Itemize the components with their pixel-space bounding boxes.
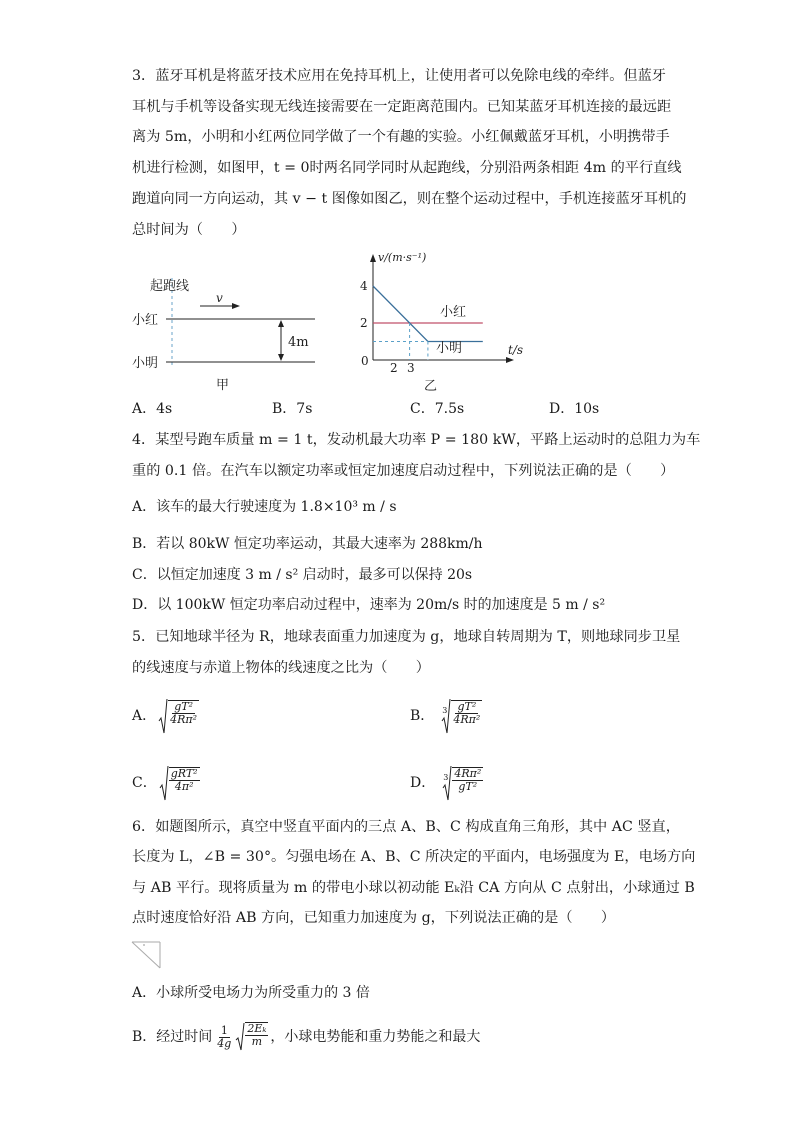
tick-x-2: 2 [390, 361, 398, 375]
sqrt-icon [159, 764, 169, 802]
fraction-denominator: m [251, 1035, 263, 1048]
tick-origin: 0 [361, 354, 369, 368]
root-index: 3 [442, 706, 448, 715]
series-ming-label: 小明 [436, 341, 463, 356]
tick-y-4: 4 [360, 279, 368, 293]
q3-option-d[interactable]: D．10s [549, 401, 600, 417]
y-axis-arrow-icon [370, 254, 376, 262]
series-line-1 [373, 286, 483, 342]
fraction-numerator: gT² [174, 700, 193, 713]
fraction-denominator: 4Rπ² [170, 713, 198, 726]
fraction-numerator: gRT² [170, 767, 198, 780]
tick-x-3: 3 [407, 361, 415, 375]
q6-line-4: 点时速度恰好沿 AB 方向，已知重力加速度为 g，下列说法正确的是（ ） [132, 910, 616, 926]
figure-yi [358, 248, 528, 396]
x-axis-label: t/s [508, 343, 524, 357]
fraction-numerator: 1 [220, 1023, 228, 1037]
sqrt-icon [442, 764, 452, 802]
q6-option-a[interactable]: A．小球所受电场力为所受重力的 3 倍 [132, 985, 370, 1001]
q3-line-4: 机进行检测，如图甲，t = 0时两名同学同时从起跑线，分别沿两条相距 4m 的平行直线 [132, 160, 682, 176]
caption-yi: 乙 [424, 379, 438, 394]
caption-jia: 甲 [216, 378, 230, 393]
sqrt-icon [158, 697, 168, 735]
radicand-fraction [451, 700, 482, 726]
triangle-figure [130, 938, 166, 972]
ming-label: 小明 [132, 356, 159, 371]
q3-option-c[interactable]: C．7.5s [410, 401, 465, 417]
q5-option-a[interactable] [132, 697, 199, 735]
fraction-denominator: 4π² [174, 780, 194, 793]
fraction-denominator: 4g [217, 1036, 232, 1050]
q3-line-6: 总时间为（ ） [132, 222, 246, 238]
q3-line-5: 跑道向同一方向运动，其 v − t 图像如图乙，则在整个运动过程中，手机连接蓝牙耳机的 [132, 191, 687, 207]
q6-option-b-prefix: B．经过时间 [132, 1029, 213, 1045]
distance-arrow-down-icon [278, 354, 284, 361]
root-index: 3 [443, 773, 449, 782]
start-line-label: 起跑线 [150, 279, 190, 294]
q5-line-1: 5．已知地球半径为 R，地球表面重力加速度为 g，地球自转周期为 T，则地球同步卫星 [132, 629, 681, 645]
fraction-numerator: gT² [457, 700, 477, 713]
q6-line-1: 6．如题图所示，真空中竖直平面内的三点 A、B、C 构成直角三角形，其中 AC 竖直， [132, 819, 680, 835]
option-label: D． [410, 775, 436, 791]
sqrt-icon [441, 697, 451, 735]
radicand-fraction [169, 767, 200, 793]
q3-option-a[interactable]: A．4s [132, 401, 173, 417]
q3-option-b[interactable]: B．7s [272, 401, 313, 417]
radicand-fraction [168, 700, 199, 726]
series-hong-label: 小红 [440, 305, 467, 320]
figure-jia [128, 268, 328, 396]
fraction-denominator: 4Rπ² [453, 713, 481, 726]
y-axis-label: v/(m·s⁻¹) [378, 251, 427, 264]
option-label: B． [410, 708, 435, 724]
x-axis-arrow-icon [506, 357, 514, 363]
distance-label: 4m [288, 335, 309, 350]
vt-plot [373, 286, 483, 360]
q4-line-2: 重的 0.1 倍。在汽车以额定功率或恒定加速度启动过程中，下列说法正确的是（ ） [132, 463, 675, 479]
fraction-numerator: 2Eₖ [247, 1022, 267, 1035]
q5-option-d[interactable] [410, 764, 483, 802]
tick-y-2: 2 [360, 316, 368, 330]
option-label: A． [132, 708, 157, 724]
q6-option-b[interactable] [132, 1022, 480, 1052]
q3-line-1: 3．蓝牙耳机是将蓝牙技术应用在免持耳机上，让使用者可以免除电线的牵绊。但蓝牙 [132, 68, 666, 84]
q4-line-1: 4．某型号跑车质量 m = 1 t，发动机最大功率 P = 180 kW，平路上运动时的总阻力为车 [132, 432, 701, 448]
fraction-2ek-over-m [245, 1022, 268, 1048]
q5-option-b[interactable] [410, 697, 482, 735]
option-label: C． [132, 775, 157, 791]
velocity-label: v [216, 291, 223, 305]
fraction-numerator: 4Rπ² [454, 767, 482, 780]
distance-arrow-up-icon [278, 320, 284, 327]
fraction-1-over-4g [215, 1025, 233, 1050]
q4-option-a[interactable]: A．该车的最大行驶速度为 1.8×10³ m / s [132, 499, 397, 515]
q5-option-c[interactable] [132, 764, 200, 802]
q5-line-2: 的线速度与赤道上物体的线速度之比为（ ） [132, 660, 430, 676]
q6-line-2: 长度为 L，∠B = 30°。匀强电场在 A、B、C 所决定的平面内，电场强度为 E，电场方向 [132, 849, 696, 865]
sqrt-icon [235, 1022, 245, 1052]
q4-option-d[interactable]: D．以 100kW 恒定功率启动过程中，速率为 20m/s 时的加速度是 5 m / s² [132, 597, 606, 613]
hong-label: 小红 [132, 313, 159, 328]
fraction-denominator: gT² [458, 780, 478, 793]
arrow-head-icon [232, 303, 240, 309]
q3-line-3: 离为 5m，小明和小红两位同学做了一个有趣的实验。小红佩戴蓝牙耳机，小明携带手 [132, 129, 670, 145]
q6-line-3: 与 AB 平行。现将质量为 m 的带电小球以初动能 Eₖ沿 CA 方向从 C 点射出，小球通过 B [132, 880, 695, 896]
q6-option-b-suffix: ，小球电势能和重力势能之和最大 [270, 1029, 481, 1045]
q4-option-c[interactable]: C．以恒定加速度 3 m / s² 启动时，最多可以保持 20s [132, 567, 473, 583]
q3-line-2: 耳机与手机等设备实现无线连接需要在一定距离范围内。已知某蓝牙耳机连接的最远距 [132, 99, 672, 115]
q4-option-b[interactable]: B．若以 80kW 恒定功率运动，其最大速率为 288km/h [132, 536, 483, 552]
radicand-fraction [452, 767, 483, 793]
